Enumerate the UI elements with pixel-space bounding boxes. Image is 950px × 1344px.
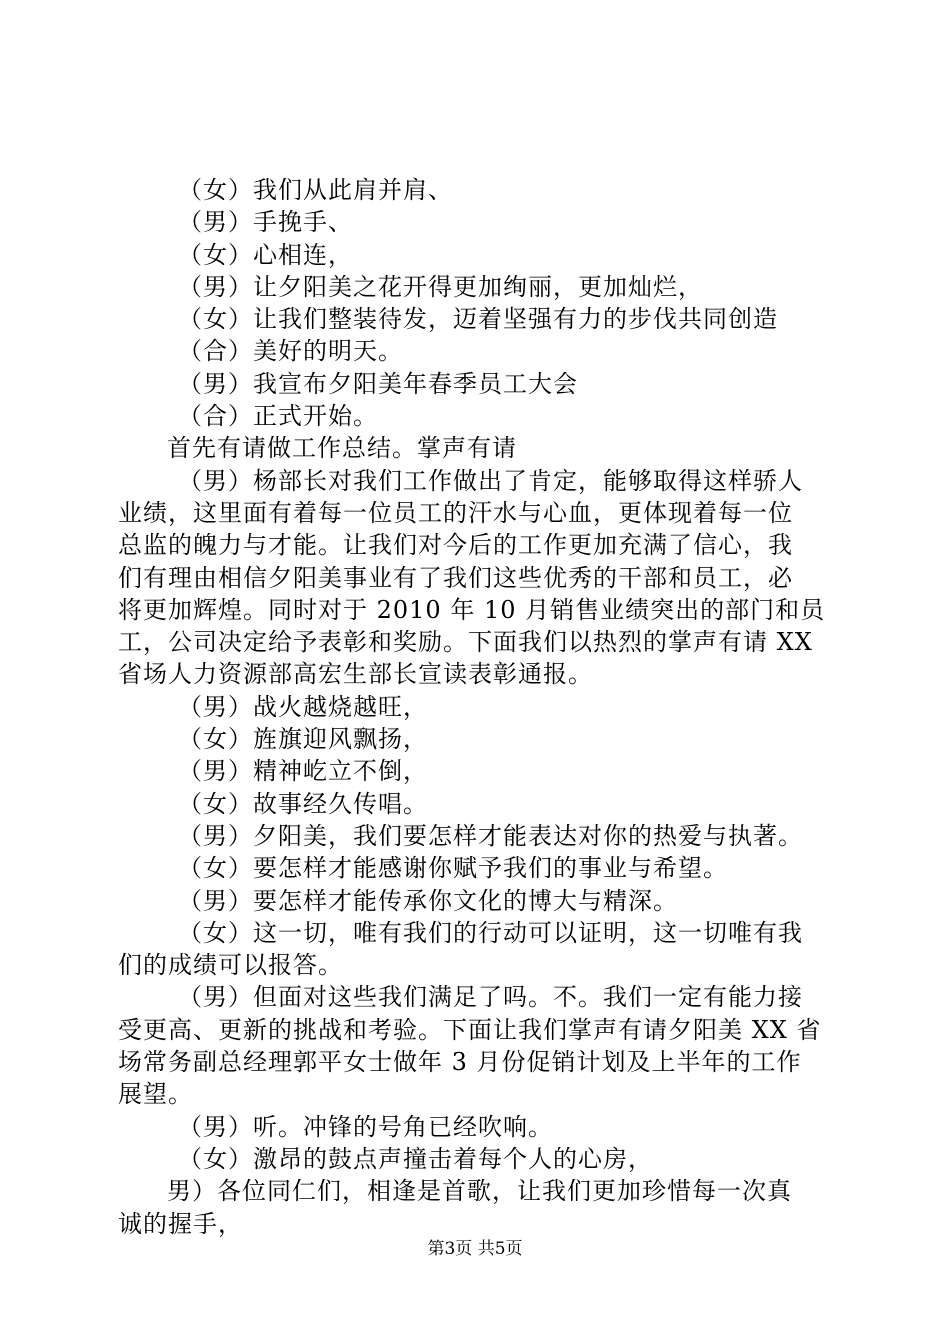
text-line: 展望。: [118, 1080, 193, 1109]
text-line: （男）听。冲锋的号角已经吹响。: [178, 1112, 553, 1141]
text-line: 受更高、更新的挑战和考验。下面让我们掌声有请夕阳美 XX 省: [118, 1015, 822, 1044]
text-line: （女）让我们整装待发，迈着坚强有力的步伐共同创造: [178, 305, 778, 334]
text-line: （男）精神屹立不倒，: [178, 757, 428, 786]
text-line: （女）旌旗迎风飘扬，: [178, 725, 428, 754]
text-line: 诚的握手，: [118, 1209, 243, 1238]
text-line: （女）激昂的鼓点声撞击着每个人的心房，: [178, 1144, 653, 1173]
text-line: 们有理由相信夕阳美事业有了我们这些优秀的干部和员工，必: [118, 563, 793, 592]
text-line: （男）但面对这些我们满足了吗。不。我们一定有能力接: [178, 983, 803, 1012]
text-line: 总监的魄力与才能。让我们对今后的工作更加充满了信心，我: [118, 531, 793, 560]
text-line: 将更加辉煌。同时对于 2010 年 10 月销售业绩突出的部门和员: [118, 595, 826, 624]
text-line: （男）我宣布夕阳美年春季员工大会: [178, 369, 578, 398]
page-footer: 第3页 共5页: [427, 1239, 523, 1259]
text-line: （男）让夕阳美之花开得更加绚丽，更加灿烂，: [178, 272, 703, 301]
text-line: （男）战火越烧越旺，: [178, 692, 428, 721]
text-line: 首先有请做工作总结。掌声有请: [167, 434, 517, 463]
document-body: [118, 174, 838, 1240]
text-line: （女）要怎样才能感谢你赋予我们的事业与希望。: [178, 854, 728, 883]
text-line: （合）美好的明天。: [178, 337, 403, 366]
text-line: （男）要怎样才能传承你文化的博大与精深。: [178, 886, 678, 915]
text-line: 业绩，这里面有着每一位员工的汗水与心血，更体现着每一位: [118, 498, 793, 527]
text-line: （女）这一切，唯有我们的行动可以证明，这一切唯有我: [178, 918, 803, 947]
text-line: （男）手挽手、: [178, 208, 353, 237]
text-line: 场常务副总经理郭平女士做年 3 月份促销计划及上半年的工作: [118, 1048, 802, 1077]
text-line: （男）夕阳美，我们要怎样才能表达对你的热爱与执著。: [178, 821, 803, 850]
text-line: （女）我们从此肩并肩、: [178, 176, 453, 204]
text-line: （男）杨部长对我们工作做出了肯定，能够取得这样骄人: [178, 466, 803, 495]
text-line: （合）正式开始。: [178, 402, 378, 431]
text-line: （女）故事经久传唱。: [178, 789, 428, 818]
text-line: 工，公司决定给予表彰和奖励。下面我们以热烈的掌声有请 XX: [118, 628, 813, 657]
text-line: （女）心相连，: [178, 240, 353, 269]
text-line: 省场人力资源部高宏生部长宣读表彰通报。: [118, 660, 593, 689]
text-line: 男）各位同仁们，相逢是首歌，让我们更加珍惜每一次真: [167, 1177, 792, 1206]
text-line: 们的成绩可以报答。: [118, 951, 343, 980]
